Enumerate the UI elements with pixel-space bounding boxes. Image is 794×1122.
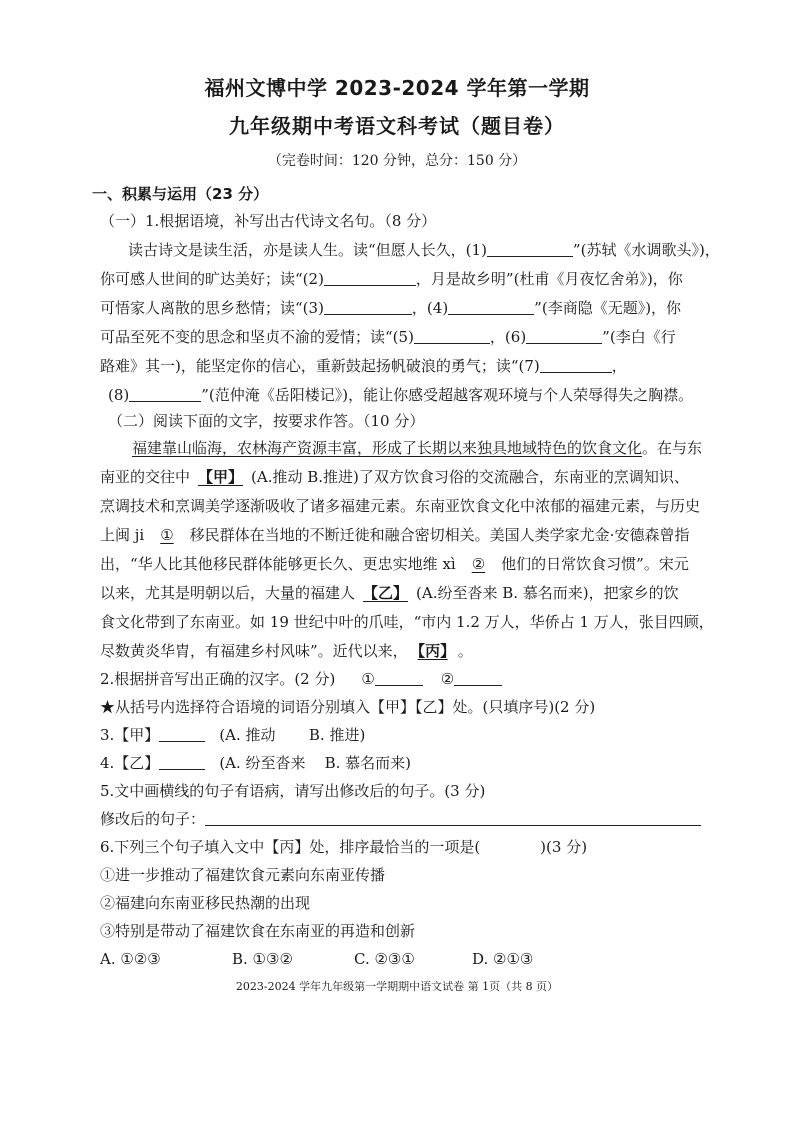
marker-1: ① [160,526,174,544]
option-d[interactable]: D. ②①③ [472,950,534,968]
passage-line-6: 以来，尤其是明朝以后，大量的福建人 【乙】 (A.纷至沓来 B. 慕名而来)，把家乡的饮 [100,584,679,602]
school-title: 福州文博中学 2023-2024 学年第一学期 [204,76,590,100]
q4: 4.【乙】 (A. 纷至沓来 B. 慕名而来) [100,754,412,772]
option-a[interactable]: A. ①②③ [100,950,161,968]
q5-answer-blank[interactable] [205,809,701,826]
blank-3[interactable] [324,298,412,315]
passage-line-2: 南亚的交往中 【甲】 (A.推动 B.推进)了双方饮食习俗的交流融合，东南亚的烹调知识、 [100,468,689,486]
answer-blank-1[interactable] [375,669,423,686]
q1-line-1: 读古诗文是读生活，亦是读人生。读“但愿人长久，(1) ”(苏轼《水调歌头》)， [128,241,720,259]
passage-line-1: 福建靠山临海，农林海产资源丰富，形成了长期以来独具地域特色的饮食文化。在与东 [132,439,703,457]
q6-sentence-1: ①进一步推动了福建饮食元素向东南亚传播 [100,866,386,884]
passage-line-3: 烹调技术和烹调美学逐渐吸收了诸多福建元素。东南亚饮食文化中浓郁的福建元素，与历史 [100,497,701,515]
q1-intro: （一）1.根据语境，补写出古代诗文名句。（8 分） [100,212,437,230]
marker-2: ② [471,555,486,573]
underlined-sentence: 福建靠山临海，农林海产资源丰富，形成了长期以来独具地域特色的饮食文化 [132,439,643,457]
passage-line-5: 出，“华人比其他移民群体能够更长久、更忠实地维 xì ② 他们的日常饮食习惯”。宋元 [100,555,689,573]
q6-options [100,948,533,970]
q1-line-5: 路难》其一)，能坚定你的信心，重新鼓起扬帆破浪的勇气；读“(7) ， [100,357,627,375]
blank-6[interactable] [526,327,602,344]
passage-line-4: 上闽 ji ① 移民群体在当地的不断迁徙和融合密切相关。美国人类学家尤金·安德森曾指 [100,526,690,544]
section-heading: 一、积累与运用（23 分） [92,185,269,203]
q1-line-3: 可悟家人离散的思乡愁情；读“(3) ，(4) ”(李商隐《无题》)，你 [100,299,682,317]
q1-line-6: (8) ”(范仲淹《岳阳楼记》)，能让你感受超越客观环境与个人荣辱得失之胸襟。 [108,386,694,404]
page-footer: 2023-2024 学年九年级第一学期期中语文试卷 第 1页（共 8 页） [235,980,559,993]
q5-answer-line: 修改后的句子： [100,808,701,830]
blank-7[interactable] [540,356,612,373]
q1-line-2: 你可感人世间的旷达美好；读“(2) ，月是故乡明”(杜甫《月夜忆舍弟》)，你 [100,270,683,288]
blank-4[interactable] [448,298,534,315]
q2-intro: （二）阅读下面的文字，按要求作答。（10 分） [108,412,425,430]
time-note: （完卷时间：120 分钟，总分：150 分） [267,153,527,169]
q1-line-4: 可品至死不变的思念和坚贞不渝的爱情；读“(5) ，(6) ”(李白《行 [100,328,676,346]
blank-8[interactable] [129,385,201,402]
q6: 6.下列三个句子填入文中【丙】处，排序最恰当的一项是( )(3 分) [100,838,588,856]
marker-jia: 【甲】 [198,468,244,486]
option-c[interactable]: C. ②③① [354,950,415,968]
q3: 3.【甲】 (A. 推动 B. 推进) [100,726,366,744]
blank-5[interactable] [414,327,490,344]
star-note: ★从括号内选择符合语境的词语分别填入【甲】【乙】处。(只填序号)(2 分) [100,698,596,716]
exam-title: 九年级期中考语文科考试（题目卷） [229,114,565,138]
q4-answer-blank[interactable] [159,753,205,770]
q6-sentence-3: ③特别是带动了福建饮食在东南亚的再造和创新 [100,922,416,940]
passage-line-8: 尽数黄炎华胄，有福建乡村风味”。近代以来， 【丙】 。 [100,642,473,660]
q5: 5.文中画横线的句子有语病，请写出修改后的句子。(3 分) [100,782,486,800]
blank-1[interactable] [487,240,573,257]
q3-answer-blank[interactable] [159,725,205,742]
answer-blank-2[interactable] [454,669,502,686]
q2-pinyin: 2.根据拼音写出正确的汉字。(2 分) ① ② [100,668,502,690]
option-b[interactable]: B. ①③② [232,950,293,968]
marker-yi: 【乙】 [363,584,409,602]
q6-sentence-2: ②福建向东南亚移民热潮的出现 [100,894,311,912]
blank-2[interactable] [324,269,416,286]
marker-bing: 【丙】 [417,642,448,660]
passage-line-7: 食文化带到了东南亚。如 19 世纪中叶的爪哇，“市内 1.2 万人，华侨占 1 万人，张目四顾， [100,613,714,631]
